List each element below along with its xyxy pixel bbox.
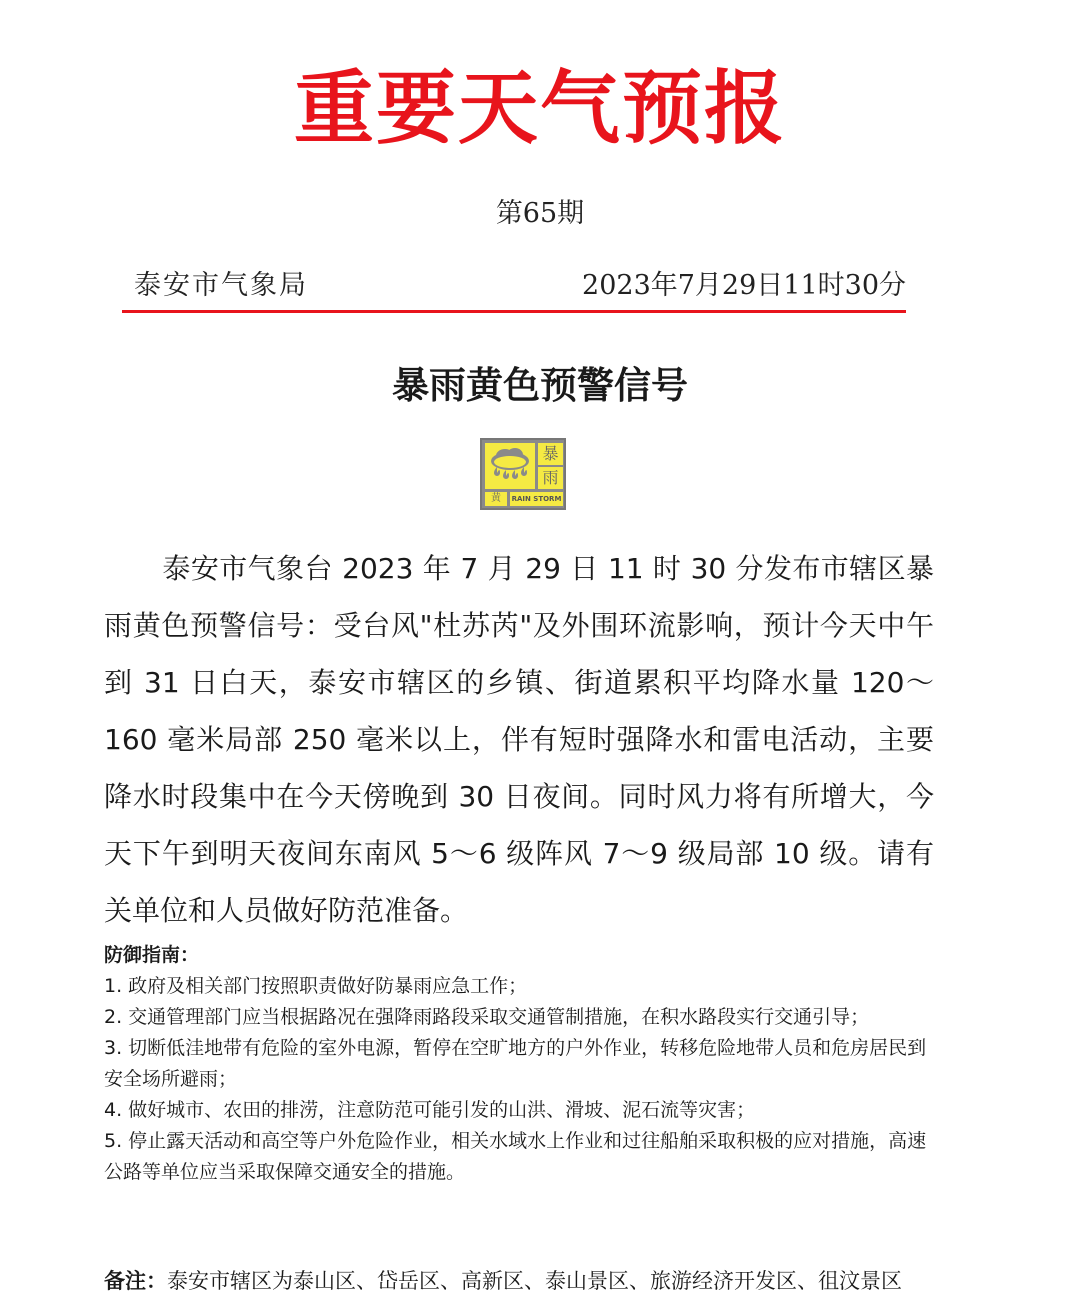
- rain-cloud-icon: [485, 443, 535, 489]
- guide-item: 5. 停止露天活动和高空等户外危险作业，相关水域水上作业和过往船舶采取积极的应对措施，高速公路等单位应当采取保障交通安全的措施。: [104, 1130, 927, 1183]
- signal-english-label: RAIN STORM: [510, 492, 563, 506]
- warning-title: 暴雨黄色预警信号: [392, 363, 688, 407]
- warning-body: [104, 540, 934, 939]
- defense-guide: [104, 940, 936, 1188]
- guide-item: 1. 政府及相关部门按照职责做好防暴雨应急工作；: [104, 975, 528, 997]
- signal-char-bottom: 雨: [538, 467, 563, 489]
- warning-paragraph: 泰安市气象台 2023 年 7 月 29 日 11 时 30 分发布市辖区暴雨黄色预警信号：受台风"杜苏芮"及外围环流影响，预计今天中午到 31 日白天，泰安市辖区的乡镇、街道累积平均降水量 120～160 毫米局部 250 毫米以上，伴有短时强降水和雷电活动，主要降水时段集中在今天傍晚到 30 日夜间。同时风力将有所增大，今天下午到明天夜间东南风 5～6 级阵风 7～9 级局部 10 级。请有关单位和人员做好防范准备。: [104, 552, 934, 927]
- guide-item: 3. 切断低洼地带有危险的室外电源，暂停在空旷地方的户外作业，转移危险地带人员和危房居民到安全场所避雨；: [104, 1037, 927, 1090]
- issuer-name: 泰安市气象局: [134, 270, 308, 301]
- remark: [104, 1264, 944, 1298]
- guide-item: 4. 做好城市、农田的排涝，注意防范可能引发的山洪、滑坡、泥石流等灾害；: [104, 1099, 756, 1121]
- masthead-title: 重要天气预报: [294, 61, 786, 155]
- issue-time: 2023年7月29日11时30分: [582, 270, 906, 301]
- issue-number: 第65期: [495, 198, 585, 229]
- signal-level-char: 黄: [485, 492, 507, 506]
- issuer-row: [130, 266, 906, 306]
- rainstorm-yellow-signal-icon: [480, 438, 566, 510]
- remark-label: 备注：: [104, 1269, 167, 1293]
- red-divider: [122, 310, 906, 313]
- guide-heading: 防御指南：: [104, 944, 200, 966]
- guide-item: 2. 交通管理部门应当根据路况在强降雨路段采取交通管制措施，在积水路段实行交通引导；: [104, 1006, 870, 1028]
- signal-char-top: 暴: [538, 443, 563, 465]
- remark-text: 泰安市辖区为泰山区、岱岳区、高新区、泰山景区、旅游经济开发区、徂汶景区: [167, 1269, 902, 1293]
